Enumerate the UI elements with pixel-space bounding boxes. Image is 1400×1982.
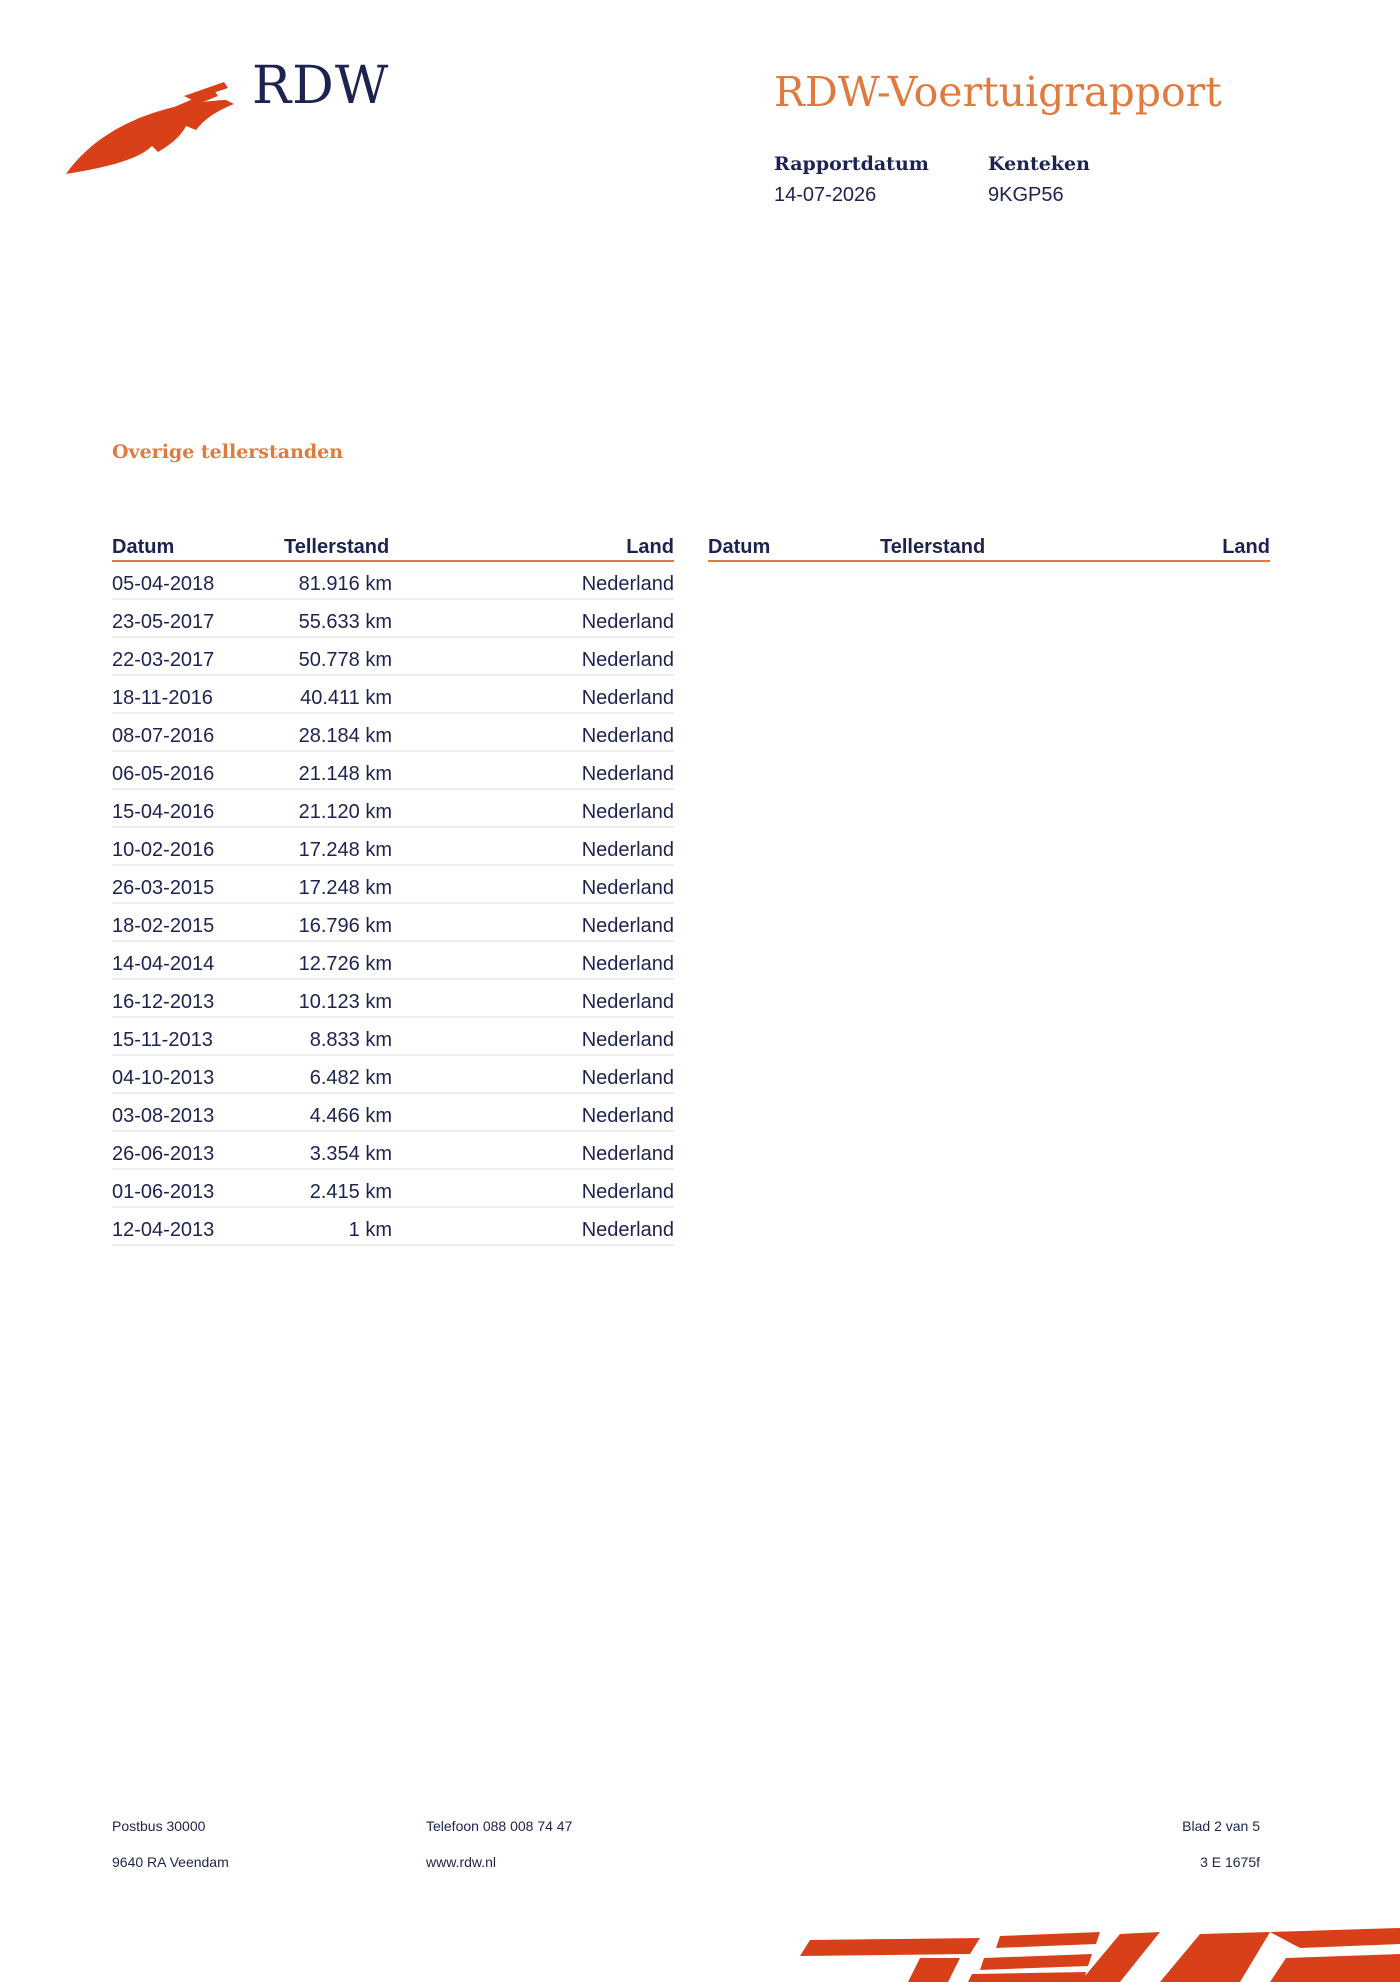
- decorative-stripes: [800, 1924, 1400, 1982]
- cell-land: Nederland: [581, 915, 674, 937]
- table-row: [112, 980, 674, 1018]
- cell-tellerstand: 8.833 km: [309, 1029, 392, 1051]
- cell-datum: 05-04-2018: [112, 573, 215, 595]
- cell-datum: 26-03-2015: [112, 877, 215, 899]
- cell-land: Nederland: [581, 1181, 674, 1203]
- cell-datum: 18-11-2016: [112, 687, 213, 709]
- table-row: [112, 904, 674, 942]
- table-row: [112, 828, 674, 866]
- mileage-table-left: [112, 534, 674, 1246]
- cell-land: Nederland: [581, 725, 674, 747]
- cell-datum: 10-02-2016: [112, 839, 215, 861]
- footer-website[interactable]: www.rdw.nl: [426, 1854, 497, 1870]
- cell-tellerstand: 3.354 km: [309, 1143, 392, 1165]
- cell-datum: 15-11-2013: [112, 1029, 213, 1051]
- footer-phone: Telefoon 088 008 74 47: [426, 1818, 573, 1834]
- header-datum: Datum: [112, 536, 175, 558]
- header-land: Land: [626, 536, 674, 558]
- cell-land: Nederland: [581, 611, 674, 633]
- table-header: [112, 534, 674, 562]
- cell-tellerstand: 17.248 km: [298, 877, 392, 899]
- cell-datum: 06-05-2016: [112, 763, 215, 785]
- cell-datum: 12-04-2013: [112, 1219, 215, 1241]
- cell-datum: 23-05-2017: [112, 611, 215, 633]
- section-title: Overige tellerstanden: [112, 441, 344, 463]
- table-row: [112, 1094, 674, 1132]
- cell-tellerstand: 55.633 km: [298, 611, 392, 633]
- cell-land: Nederland: [581, 801, 674, 823]
- cell-tellerstand: 12.726 km: [298, 953, 392, 975]
- cell-datum: 15-04-2016: [112, 801, 215, 823]
- table-row: [112, 752, 674, 790]
- table-row: [112, 1132, 674, 1170]
- cell-datum: 01-06-2013: [112, 1181, 215, 1203]
- cell-tellerstand: 10.123 km: [298, 991, 392, 1013]
- cell-tellerstand: 4.466 km: [309, 1105, 392, 1127]
- report-date-label: Rapportdatum: [774, 153, 929, 175]
- footer-address-line1: Postbus 30000: [112, 1818, 206, 1834]
- cell-land: Nederland: [581, 991, 674, 1013]
- header-datum: Datum: [708, 536, 771, 558]
- table-body: [112, 562, 674, 1246]
- table-row: [112, 790, 674, 828]
- table-row: [112, 1170, 674, 1208]
- header-tellerstand: Tellerstand: [284, 536, 390, 558]
- cell-land: Nederland: [581, 573, 674, 595]
- cell-land: Nederland: [581, 1105, 674, 1127]
- cell-land: Nederland: [581, 839, 674, 861]
- cell-land: Nederland: [581, 877, 674, 899]
- footer-page-number: Blad 2 van 5: [1182, 1818, 1260, 1834]
- cell-datum: 04-10-2013: [112, 1067, 215, 1089]
- cell-tellerstand: 50.778 km: [298, 649, 392, 671]
- table-row: [112, 638, 674, 676]
- cell-land: Nederland: [581, 763, 674, 785]
- cell-datum: 26-06-2013: [112, 1143, 215, 1165]
- cell-land: Nederland: [581, 649, 674, 671]
- table-row: [112, 1208, 674, 1246]
- table-row: [112, 866, 674, 904]
- report-date-value: 14-07-2026: [774, 184, 877, 206]
- cell-tellerstand: 16.796 km: [298, 915, 392, 937]
- cell-tellerstand: 1 km: [348, 1219, 392, 1241]
- table-header: [708, 534, 1270, 562]
- mileage-table-right: [708, 534, 1270, 562]
- cell-land: Nederland: [581, 1143, 674, 1165]
- table-row: [112, 714, 674, 752]
- cell-tellerstand: 81.916 km: [298, 573, 392, 595]
- cell-tellerstand: 21.148 km: [298, 763, 392, 785]
- logo-text: RDW: [252, 56, 390, 116]
- cell-datum: 03-08-2013: [112, 1105, 215, 1127]
- cell-datum: 22-03-2017: [112, 649, 215, 671]
- cell-land: Nederland: [581, 1029, 674, 1051]
- table-row: [112, 1056, 674, 1094]
- report-title: RDW-Voertuigrapport: [774, 68, 1222, 116]
- cell-land: Nederland: [581, 1219, 674, 1241]
- plate-value: 9KGP56: [988, 184, 1064, 206]
- cell-tellerstand: 2.415 km: [309, 1181, 392, 1203]
- table-row: [112, 600, 674, 638]
- cell-land: Nederland: [581, 687, 674, 709]
- plate-label: Kenteken: [988, 153, 1090, 175]
- header-tellerstand: Tellerstand: [880, 536, 986, 558]
- cell-tellerstand: 17.248 km: [298, 839, 392, 861]
- cell-datum: 16-12-2013: [112, 991, 215, 1013]
- cell-tellerstand: 21.120 km: [298, 801, 392, 823]
- cell-tellerstand: 6.482 km: [309, 1067, 392, 1089]
- footer-code: 3 E 1675f: [1200, 1854, 1260, 1870]
- table-row: [112, 942, 674, 980]
- footer-address-line2: 9640 RA Veendam: [112, 1854, 229, 1870]
- cell-datum: 14-04-2014: [112, 953, 215, 975]
- cell-land: Nederland: [581, 953, 674, 975]
- cell-land: Nederland: [581, 1067, 674, 1089]
- table-row: [112, 562, 674, 600]
- table-row: [112, 1018, 674, 1056]
- cell-tellerstand: 28.184 km: [298, 725, 392, 747]
- header-land: Land: [1222, 536, 1270, 558]
- cell-datum: 18-02-2015: [112, 915, 215, 937]
- cell-datum: 08-07-2016: [112, 725, 215, 747]
- table-row: [112, 676, 674, 714]
- cell-tellerstand: 40.411 km: [300, 687, 392, 709]
